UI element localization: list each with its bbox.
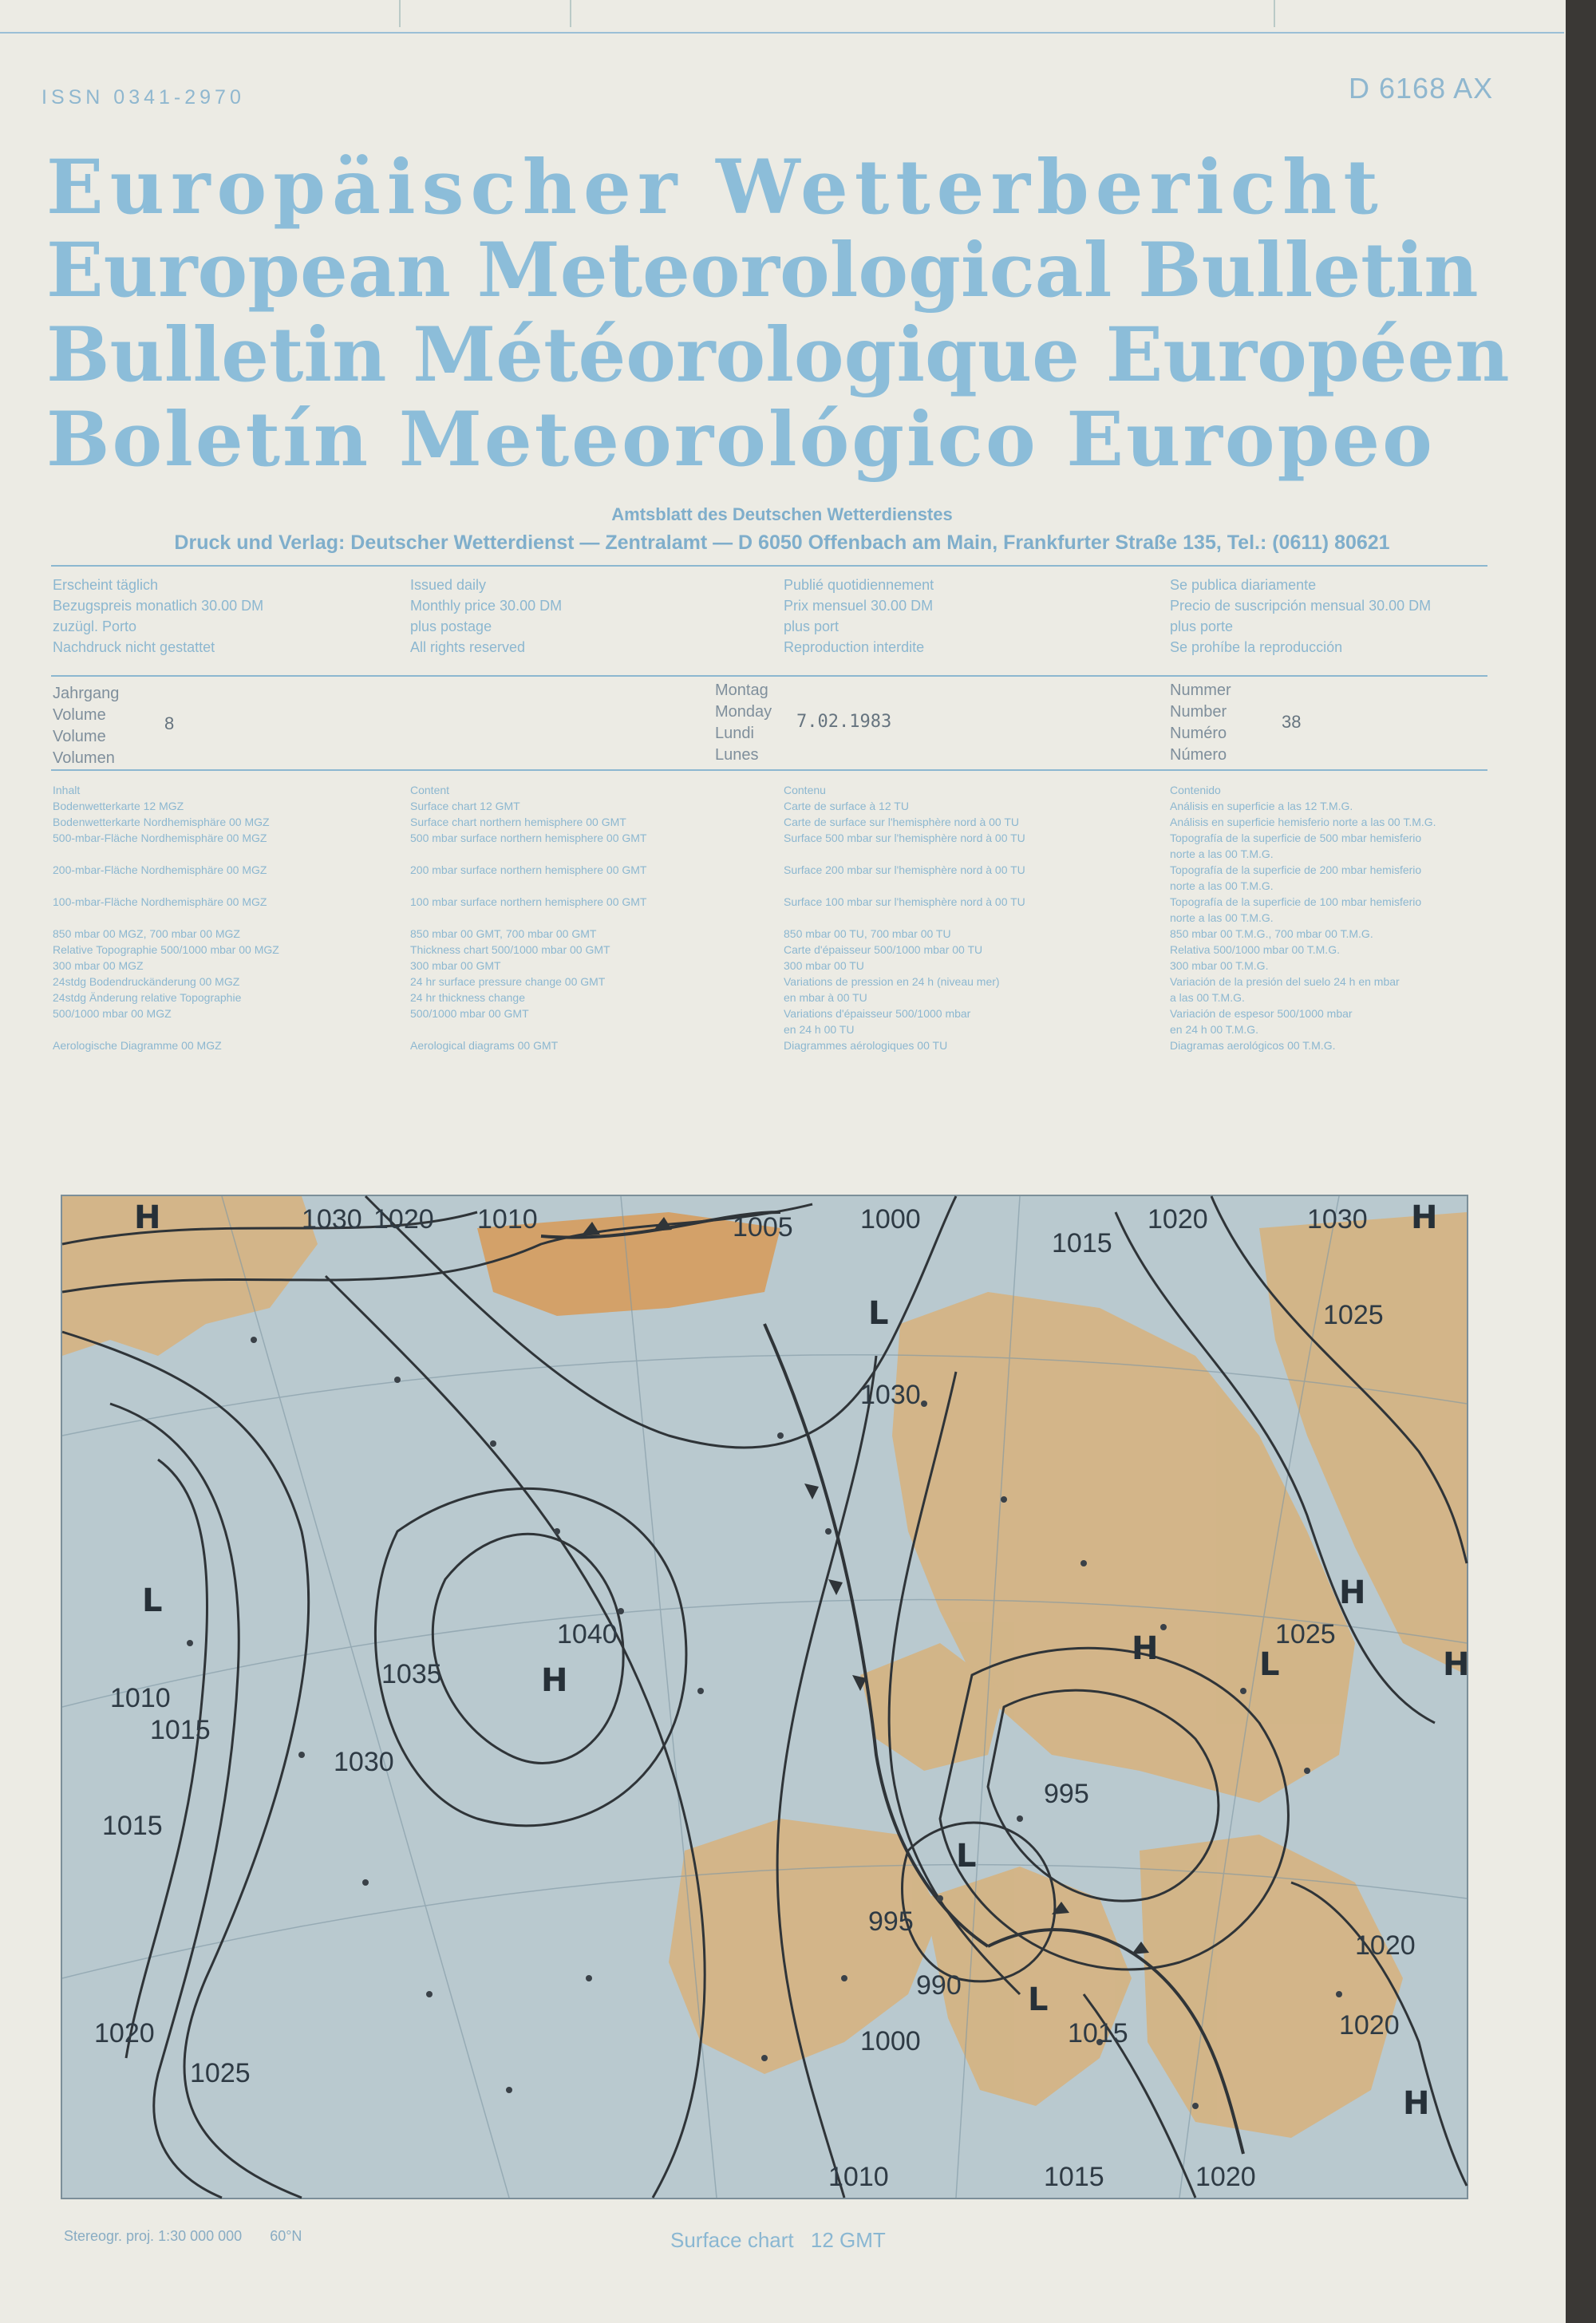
contents-german: Inhalt Bodenwetterkarte 12 MGZ Bodenwetterkarte Nordhemisphäre 00 MGZ 500-mbar-Fläche Nordhemisphäre 00 MGZ 200-mbar-Fläche Nordhemisphäre 00 MGZ 100-mbar-Fläche Nordhemisphäre 00 MGZ 850 mbar 00 MGZ, 700 mbar 00 MGZ Relative Topographie 500/1000 mbar 00 MGZ 300 mbar 00 MGZ 24stdg Bodendruckänderung 00 MGZ 24stdg Änderung relative Topographie 500/1000 mbar 00 MGZ Aerologische Diagramme 00 MGZ xyxy=(53,784,279,1052)
contents-french: Contenu Carte de surface à 12 TU Carte de surface sur l'hemisphère nord à 00 TU Surface 500 mbar sur l'hemisphère nord à 00 TU Surface 200 mbar sur l'hemisphère nord à 00 TU Surface 100 mbar sur l'hemisphère nord à 00 TU 850 mbar 00 TU, 700 mbar 00 TU Carte d'épaisseur 500/1000 mbar 00 TU 300 mbar 00 TU Variations de pression en 24 h (niveau mer) en mbar à 00 TU Variations d'épaisseur 500/1000 mbar en 24 h 00 TU Diagrammes aérologiques 00 TU xyxy=(784,784,1025,1052)
volume-labels: Jahrgang Volume Volume Volumen xyxy=(53,685,120,767)
title-german: Europäischer Wetterbericht xyxy=(46,144,1385,231)
publisher-line: Druck und Verlag: Deutscher Wetterdienst — Zentralamt — D 6050 Offenbach am Main, Frankfurter Straße 135, Tel.: (0611) 80621 xyxy=(174,531,1390,554)
isobar-label: 1025 xyxy=(1323,1300,1384,1330)
map-canvas xyxy=(62,1196,1470,2198)
isobar-label: 1030 xyxy=(1307,1204,1368,1235)
page-edge-band xyxy=(1566,0,1596,2323)
isobar-label: 1020 xyxy=(1339,2010,1400,2041)
issue-date: 7.02.1983 xyxy=(796,712,892,732)
chart-caption-time: 12 GMT xyxy=(810,2228,886,2252)
low-pressure-marker: L xyxy=(1259,1646,1280,1683)
isobar-label: 1000 xyxy=(860,1204,921,1235)
contents-spanish: Contenido Análisis en superficie a las 12 T.M.G. Análisis en superficie hemisferio norte a las 00 T.M.G. Topografía de la superficie de 500 mbar hemisferio norte a las 00 T.M.G. Topografía de la superficie de 200 mbar hemisferio norte a las 00 T.M.G. Topografía de la superficie de 100 mbar hemisferio norte a las 00 T.M.G. 850 mbar 00 T.M.G., 700 mbar 00 T.M.G. Relativa 500/1000 mbar 00 T.M.G. 300 mbar 00 T.M.G. Variación de la presión del suelo 24 h en mbar a las 00 T.M.G. Variación de espesor 500/1000 mbar en 24 h 00 T.M.G. Diagramas aerológicos 00 T.M.G. xyxy=(1170,784,1436,1052)
high-pressure-marker: H xyxy=(1132,1630,1159,1667)
projection-note: Stereogr. proj. 1:30 000 000 xyxy=(64,2228,243,2244)
isobar-label: 1025 xyxy=(190,2058,251,2088)
map-footer-left xyxy=(64,2228,302,2245)
high-pressure-marker: H xyxy=(1411,1199,1438,1236)
isobar-label: 1015 xyxy=(1044,2162,1104,2192)
chart-caption-title: Surface chart xyxy=(670,2228,794,2252)
volume-number: 8 xyxy=(164,713,175,733)
isobar-label: 1020 xyxy=(1148,1204,1208,1235)
isobar-label: 1025 xyxy=(1275,1619,1336,1649)
registration-mark xyxy=(399,0,401,27)
high-pressure-marker: H xyxy=(134,1199,161,1236)
info-german: Erscheint täglich Bezugspreis monatlich 30.00 DM zuzügl. Porto Nachdruck nicht gestattet xyxy=(53,577,264,655)
isobar-label: 1020 xyxy=(1195,2162,1256,2192)
isobar-label: 1010 xyxy=(477,1204,538,1235)
top-rule xyxy=(0,32,1564,34)
high-pressure-marker: H xyxy=(541,1662,568,1699)
registration-mark xyxy=(570,0,571,27)
info-french: Publié quotidiennement Prix mensuel 30.00 DM plus port Reproduction interdite xyxy=(784,577,934,655)
high-pressure-marker: H xyxy=(1403,2085,1430,2122)
high-pressure-marker: H xyxy=(1339,1574,1366,1611)
divider xyxy=(51,769,1487,771)
latitude-note: 60°N xyxy=(270,2228,302,2244)
isobar-label: 1010 xyxy=(828,2162,889,2192)
isobar-label: 1020 xyxy=(373,1204,434,1235)
isobar-label: 990 xyxy=(916,1970,962,2001)
isobar-label: 1000 xyxy=(860,2026,921,2056)
isobar-label: 1030 xyxy=(334,1747,394,1777)
official-gazette-line: Amtsblatt des Deutschen Wetterdienstes xyxy=(611,504,953,524)
isobar-label: 1040 xyxy=(557,1619,618,1649)
isobar-label: 995 xyxy=(868,1906,914,1937)
low-pressure-marker: L xyxy=(142,1582,163,1619)
issue-number: 38 xyxy=(1282,712,1302,732)
isobar-label: 995 xyxy=(1044,1779,1089,1809)
isobar-label: 1005 xyxy=(733,1212,793,1242)
isobar-label: 1030 xyxy=(860,1380,921,1410)
high-pressure-marker: H xyxy=(1443,1646,1470,1683)
low-pressure-marker: L xyxy=(1028,1981,1049,2018)
isobar-label: 1030 xyxy=(302,1204,362,1235)
isobar-label: 1020 xyxy=(94,2018,155,2048)
isobar-label: 1020 xyxy=(1355,1930,1416,1961)
registration-mark xyxy=(1274,0,1275,27)
title-english: European Meteorological Bulletin xyxy=(46,227,1479,314)
isobar-label: 1035 xyxy=(381,1659,442,1689)
weekday-labels: Montag Monday Lundi Lunes xyxy=(715,681,772,764)
low-pressure-marker: L xyxy=(956,1838,977,1875)
isobar-label: 1015 xyxy=(1068,2018,1128,2048)
isobar-label: 1015 xyxy=(102,1811,163,1841)
surface-weather-map xyxy=(61,1195,1468,2199)
issn: ISSN 0341-2970 xyxy=(41,86,245,109)
title-spanish: Boletín Meteorológico Europeo xyxy=(46,396,1435,484)
chart-caption xyxy=(670,2228,886,2253)
isobar-label: 1015 xyxy=(1052,1228,1112,1258)
title-french: Bulletin Météorologique Européen xyxy=(46,311,1510,399)
divider xyxy=(51,675,1487,677)
info-english: Issued daily Monthly price 30.00 DM plus postage All rights reserved xyxy=(410,577,563,655)
isobar-label: 1015 xyxy=(150,1715,211,1745)
divider xyxy=(51,565,1487,567)
contents-english: Content Surface chart 12 GMT Surface chart northern hemisphere 00 GMT 500 mbar surface northern hemisphere 00 GMT 200 mbar surface northern hemisphere 00 GMT 100 mbar surface northern hemisphere 00 GMT 850 mbar 00 GMT, 700 mbar 00 GMT Thickness chart 500/1000 mbar 00 GMT 300 mbar 00 GMT 24 hr surface pressure change 00 GMT 24 hr thickness change 500/1000 mbar 00 GMT Aerological diagrams 00 GMT xyxy=(410,784,647,1052)
number-labels: Nummer Number Numéro Número xyxy=(1170,681,1231,764)
isobar-label: 1010 xyxy=(110,1683,171,1713)
info-spanish: Se publica diariamente Precio de suscripción mensual 30.00 DM plus porte Se prohíbe la reproducción xyxy=(1170,577,1432,655)
low-pressure-marker: L xyxy=(868,1295,889,1332)
publication-code: D 6168 AX xyxy=(1349,72,1494,105)
